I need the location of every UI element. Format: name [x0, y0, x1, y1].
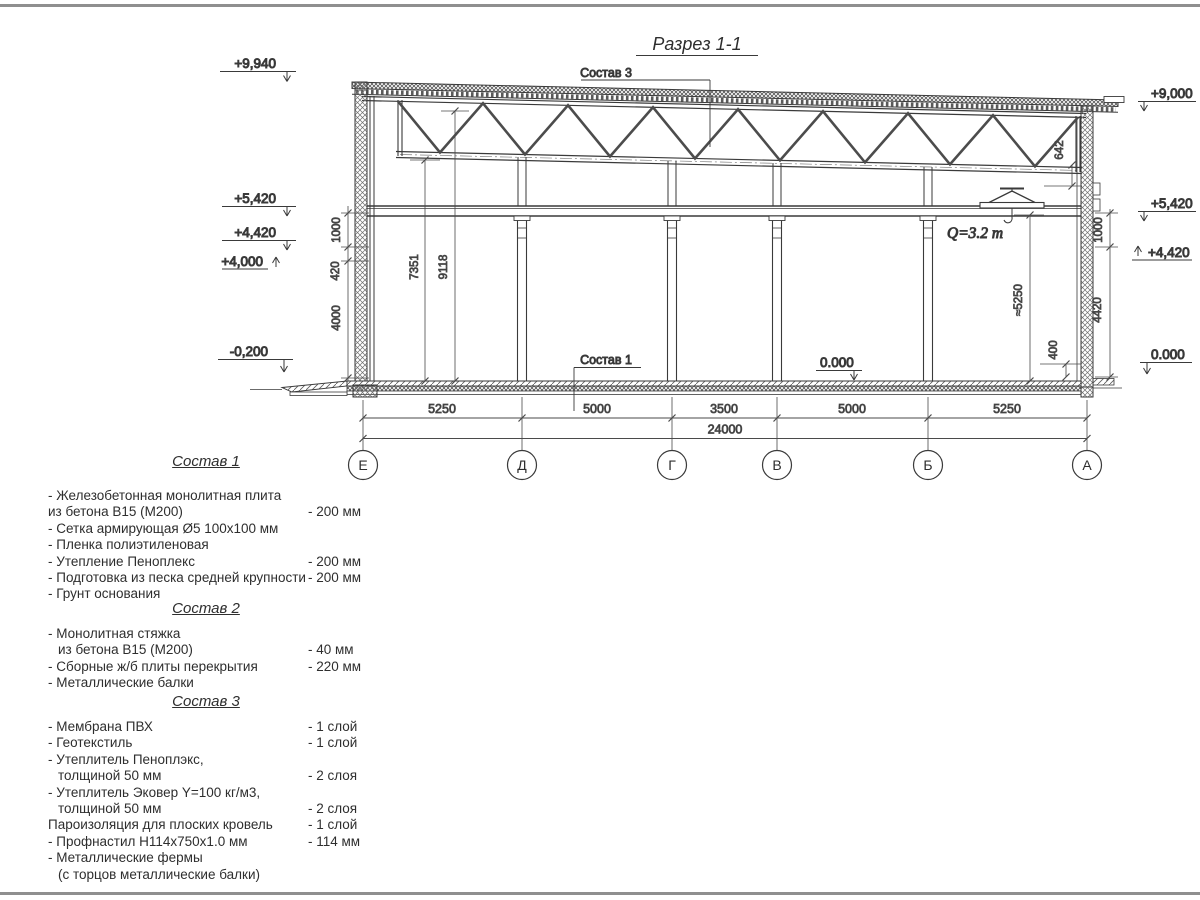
- elev-left-5420: +5,420: [234, 191, 276, 206]
- drawing-title: [636, 34, 758, 56]
- dim-9118: 9118: [438, 254, 450, 280]
- list-item: - Геотекстиль - 1 слой: [48, 735, 358, 751]
- sostav3-leader-label: Состав 3: [580, 66, 632, 80]
- dim-642: 642: [1054, 140, 1066, 160]
- list-item: - Утеплитель Эковер Y=100 кг/м3,: [48, 784, 261, 800]
- dim-bay-b-a: 5250: [993, 402, 1021, 416]
- elev-mid-0000: 0.000: [820, 355, 854, 370]
- elev-right-5420: +5,420: [1151, 196, 1193, 211]
- dim-bay-e-d: 5250: [428, 402, 456, 416]
- list-item: - Пленка полиэтиленовая: [48, 537, 209, 553]
- axis-label-e: Е: [358, 457, 368, 473]
- axis-label-a: А: [1082, 457, 1092, 473]
- list-item: - Грунт основания: [48, 586, 161, 602]
- list-item: Пароизоляция для плоских кровель - 1 слой: [48, 817, 358, 833]
- list-item: - Сетка армирующая Ø5 100х100 мм: [48, 520, 279, 536]
- elev-left-0200: -0,200: [229, 344, 268, 359]
- axis-label-d: Д: [517, 457, 527, 473]
- list-item: - Утеплитель Пеноплэкс,: [48, 751, 204, 767]
- vertical-dimensions: [330, 108, 1118, 385]
- dim-total: 24000: [707, 422, 743, 437]
- axis-label-b: Б: [923, 457, 933, 473]
- list-item: - Сборные ж/б плиты перекрытия - 220 мм: [48, 658, 362, 674]
- axis-label-g: Г: [668, 457, 676, 473]
- elev-right-0000: 0.000: [1151, 347, 1185, 362]
- dim-7351: 7351: [409, 254, 421, 280]
- list-item: - Мембрана ПВХ - 1 слой: [48, 719, 358, 734]
- elev-right-9000: +9,000: [1151, 86, 1193, 101]
- list-item: - Металлические фермы: [48, 850, 203, 866]
- page-bottom-edge: [0, 892, 1200, 895]
- floor-beam: [367, 206, 1081, 216]
- list-item: - Подготовка из песка средней крупности - 200 мм: [48, 569, 362, 585]
- list-item: - Железобетонная монолитная плита: [48, 488, 282, 503]
- list-item: - Монолитная стяжка: [48, 626, 181, 641]
- title-text: Разрез 1-1: [652, 34, 742, 54]
- elev-right-4420: +4,420: [1148, 245, 1190, 260]
- dim-bay-g-v: 3500: [710, 402, 738, 416]
- list-item: - Утепление Пеноплекс - 200 мм: [48, 553, 362, 569]
- list-item: из бетона В15 (М200) - 40 мм: [58, 642, 354, 658]
- dim-1000-right: 1000: [1093, 217, 1105, 243]
- elev-left-4000: +4,000: [221, 254, 263, 269]
- dim-4000-left: 4000: [331, 305, 343, 331]
- material-list-2-title: Состав 2: [172, 600, 240, 617]
- bottom-dimensions: [360, 397, 1091, 451]
- dim-bay-v-b: 5000: [838, 402, 866, 416]
- list-item: из бетона В15 (М200) - 200 мм: [48, 504, 362, 520]
- list-item: толщиной 50 мм - 2 слоя: [58, 800, 358, 816]
- dim-420-left: 420: [330, 261, 342, 281]
- list-item: - Профнастил Н114х750х1.0 мм - 114 мм: [48, 833, 361, 849]
- floor-slab: [250, 379, 1122, 398]
- material-list-1-title: Состав 1: [172, 453, 240, 470]
- dim-bay-d-g: 5000: [583, 402, 611, 416]
- material-list-3-title: Состав 3: [172, 693, 240, 710]
- list-item: толщиной 50 мм - 2 слоя: [58, 768, 358, 784]
- elev-left-4420: +4,420: [234, 225, 276, 240]
- list-item: - Металлические балки: [48, 675, 194, 691]
- dim-400-right: 400: [1048, 340, 1060, 360]
- columns: [514, 157, 936, 381]
- axis-label-v: В: [772, 457, 782, 473]
- left-wall: [355, 82, 374, 381]
- dim-4420-right: 4420: [1092, 297, 1104, 323]
- sostav1-leader-label: Состав 1: [580, 353, 632, 367]
- axis-bubbles: [349, 451, 1102, 480]
- dim-1000-left: 1000: [331, 217, 343, 243]
- elev-left-9940: +9,940: [234, 56, 276, 71]
- list-item: (с торцов металлические балки): [58, 866, 260, 882]
- leader-labels: [574, 66, 710, 411]
- crane-capacity-label: Q=3.2 т: [947, 225, 1004, 242]
- dim-5250-crane: ≈5250: [1013, 284, 1025, 316]
